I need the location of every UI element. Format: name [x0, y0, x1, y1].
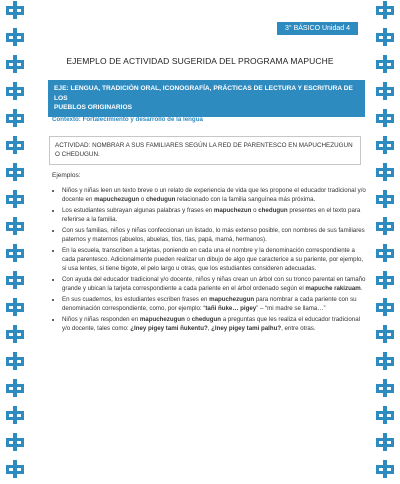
list-item: • En sus cuadernos, los estudiantes escriben frases en mapuchezugun para nombrar a cada pariente con su denominación correspondiente, como, por ejemplo: “tañi ñuke… pigey” – “mi madre se llama…” [62, 295, 368, 314]
border-motif-icon [375, 0, 395, 25]
activity-box [49, 136, 361, 165]
activity-line-2: O CHEDUGUN. [55, 151, 100, 159]
border-motif-icon [375, 297, 395, 322]
border-motif-icon [5, 432, 25, 457]
border-motif-icon [5, 162, 25, 187]
border-motif-icon [5, 243, 25, 268]
border-motif-icon [5, 351, 25, 376]
border-motif-icon [375, 378, 395, 403]
border-motif-icon [5, 0, 25, 25]
border-motif-icon [5, 135, 25, 160]
activity-line-1: ACTIVIDAD: NOMBRAR A SUS FAMILIARES SEGÚN LA RED DE PARENTESCO EN MAPUCHEZUGUN [55, 142, 353, 149]
border-motif-icon [5, 459, 25, 484]
border-motif-icon [375, 135, 395, 160]
context-label: Contexto: Fortalecimiento y desarrollo de la lengua [52, 116, 203, 123]
border-motif-icon [5, 405, 25, 430]
border-motif-icon [375, 432, 395, 457]
border-motif-icon [375, 243, 395, 268]
list-item: • En la escuela, transcriben a tarjetas, poniendo en cada una el nombre y la denominación correspondiente a cada parentesco. Adicionalmente pueden realizar un dibujo de algo que caracterice a su pariente, por ejemplo, si usa lentes, si tiene bigote, el pelo largo u otras, que los estudiantes consideren adecuadas. [62, 246, 368, 274]
list-item: • Los estudiantes subrayan algunas palabras y frases en mapuchezun o chedugun presentes en el texto para referirse a la familia. [62, 206, 368, 225]
border-motif-icon [375, 351, 395, 376]
document-title: EJEMPLO DE ACTIVIDAD SUGERIDA DEL PROGRAMA MAPUCHE [66, 56, 334, 66]
border-motif-icon [375, 189, 395, 214]
border-motif-icon [375, 162, 395, 187]
axis-banner [48, 80, 365, 117]
list-item: • Con sus familias, niños y niñas confeccionan un listado, lo más extenso posible, con nombres de sus familiares paternos y maternos (abuelos, abuelas, tíos, tías, papá, mamá, hermanos). [62, 226, 368, 245]
border-motif-icon [375, 270, 395, 295]
examples-label: Ejemplos: [52, 172, 81, 179]
grade-badge: 3° BÁSICO Unidad 4 [277, 22, 358, 35]
border-motif-icon [5, 324, 25, 349]
border-motif-icon [375, 216, 395, 241]
list-item: • Niños y niñas leen un texto breve o un relato de experiencia de vida que les propone el educador tradicional y/o docente en mapuchezugun o chedugun relacionado con la familia sanguínea más próxima. [62, 186, 368, 205]
border-motif-icon [375, 405, 395, 430]
border-motif-icon [5, 378, 25, 403]
axis-line-1: EJE: LENGUA, TRADICIÓN ORAL, ICONOGRAFÍA, PRÁCTICAS DE LECTURA Y ESCRITURA DE LOS [54, 85, 353, 102]
border-motif-icon [375, 27, 395, 52]
border-motif-icon [5, 108, 25, 133]
border-motif-icon [375, 324, 395, 349]
list-item: • Con ayuda del educador tradicional y/o docente, niños y niñas crean un árbol con su tronco parental en tamaño grande y ubican la tarjeta correspondiente a cada pariente en el árbol ordenado según el mapuche rakizuam. [62, 275, 368, 294]
border-motif-icon [5, 216, 25, 241]
border-motif-icon [375, 81, 395, 106]
axis-line-2: PUEBLOS ORIGINARIOS [54, 104, 133, 112]
list-item: • Niños y niñas responden en mapuchezugun o chedugun a preguntas que les realiza el educador tradicional y/o docente, tales como: ¿Iney pigey tami ñukentu?, ¿Iney pigey tami palhu?, entre otras. [62, 315, 368, 334]
border-motif-icon [5, 189, 25, 214]
border-motif-icon [5, 81, 25, 106]
border-motif-icon [375, 459, 395, 484]
border-motif-icon [5, 297, 25, 322]
border-motif-icon [5, 270, 25, 295]
border-motif-icon [375, 108, 395, 133]
examples-list [46, 186, 368, 334]
border-motif-icon [5, 27, 25, 52]
